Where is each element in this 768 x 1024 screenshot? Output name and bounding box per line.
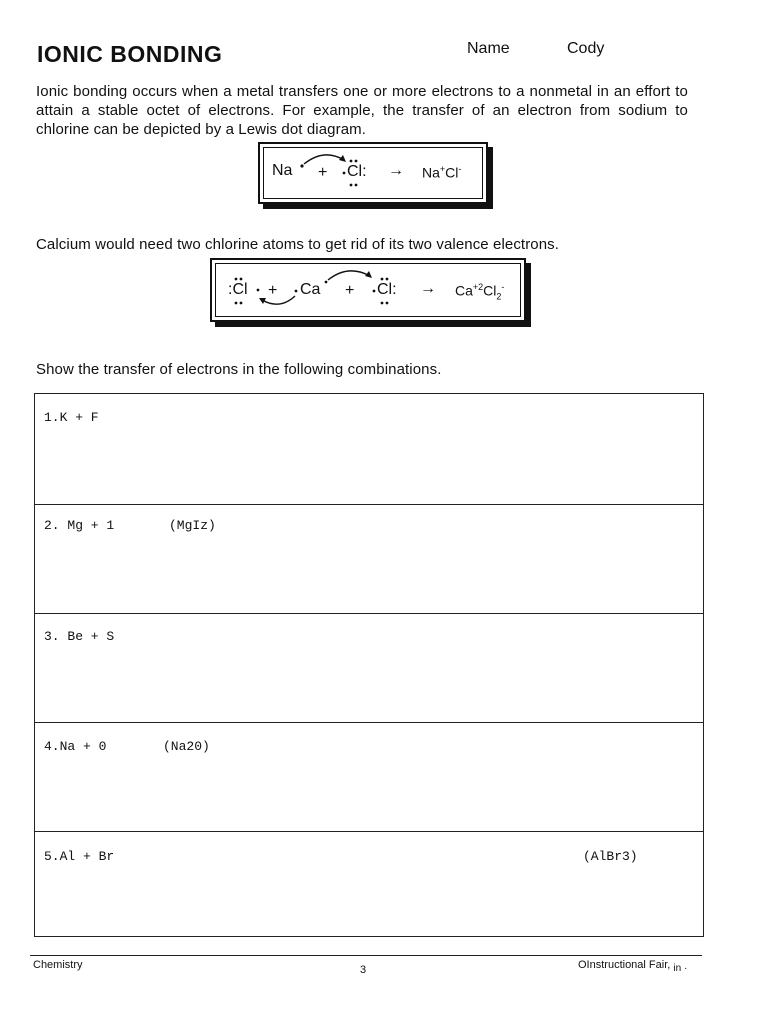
intro-paragraph: Ionic bonding occurs when a metal transfers one or more electrons to a nonmetal in an effort to attain a stable octet of electrons. For example, the transfer of an electron from sodium to chlorine can be depicted by a Lewis dot diagram. <box>36 83 688 138</box>
lewis-diagram-cacl2 <box>210 258 526 322</box>
problem-note: (MgIz) <box>169 518 216 533</box>
product-nacl: Na+Cl- <box>422 164 462 181</box>
problem-note: (AlBr3) <box>583 849 638 864</box>
problem-note: (Na20) <box>163 739 210 754</box>
right-cl-symbol: Cl: <box>377 281 397 298</box>
footer-divider <box>30 955 702 956</box>
left-cl-symbol: :Cl <box>228 281 248 298</box>
footer-left: Chemistry <box>33 959 83 971</box>
cl-symbol: Cl: <box>347 163 367 180</box>
name-value: Cody <box>567 40 605 57</box>
answer-table <box>34 393 704 937</box>
answer-row-5[interactable] <box>35 831 703 936</box>
problem-label: 4.Na + 0 <box>44 739 107 754</box>
problem-label: 3. Be + S <box>44 629 115 644</box>
problem-label: 5.Al + Br <box>44 849 115 864</box>
reaction-arrow: → <box>388 162 404 179</box>
answer-row-1[interactable] <box>35 394 703 505</box>
plus-sign-1: + <box>268 282 278 299</box>
problem-label: 1.K + F <box>44 410 99 425</box>
page-number: 3 <box>360 964 367 976</box>
answer-row-4[interactable] <box>35 722 703 832</box>
answer-row-3[interactable] <box>35 613 703 723</box>
plus-sign: + <box>318 164 328 181</box>
instructions-text: Show the transfer of electrons in the following combinations. <box>36 361 442 378</box>
ca-symbol: Ca <box>300 281 321 298</box>
footer-right: OInstructional Fair, in · <box>578 959 688 974</box>
name-label: Name <box>467 40 510 57</box>
page-title: IONIC BONDING <box>37 41 223 67</box>
problem-label: 2. Mg + 1 <box>44 518 115 533</box>
reaction-arrow: → <box>420 280 436 297</box>
calcium-sentence: Calcium would need two chlorine atoms to get rid of its two valence electrons. <box>36 236 560 253</box>
plus-sign-2: + <box>345 282 355 299</box>
lewis-diagram-nacl <box>258 142 488 204</box>
answer-row-2[interactable] <box>35 504 703 614</box>
na-symbol: Na <box>272 162 293 179</box>
product-cacl2: $Ca^{+2}Cl_2^-$ <box>455 282 505 302</box>
